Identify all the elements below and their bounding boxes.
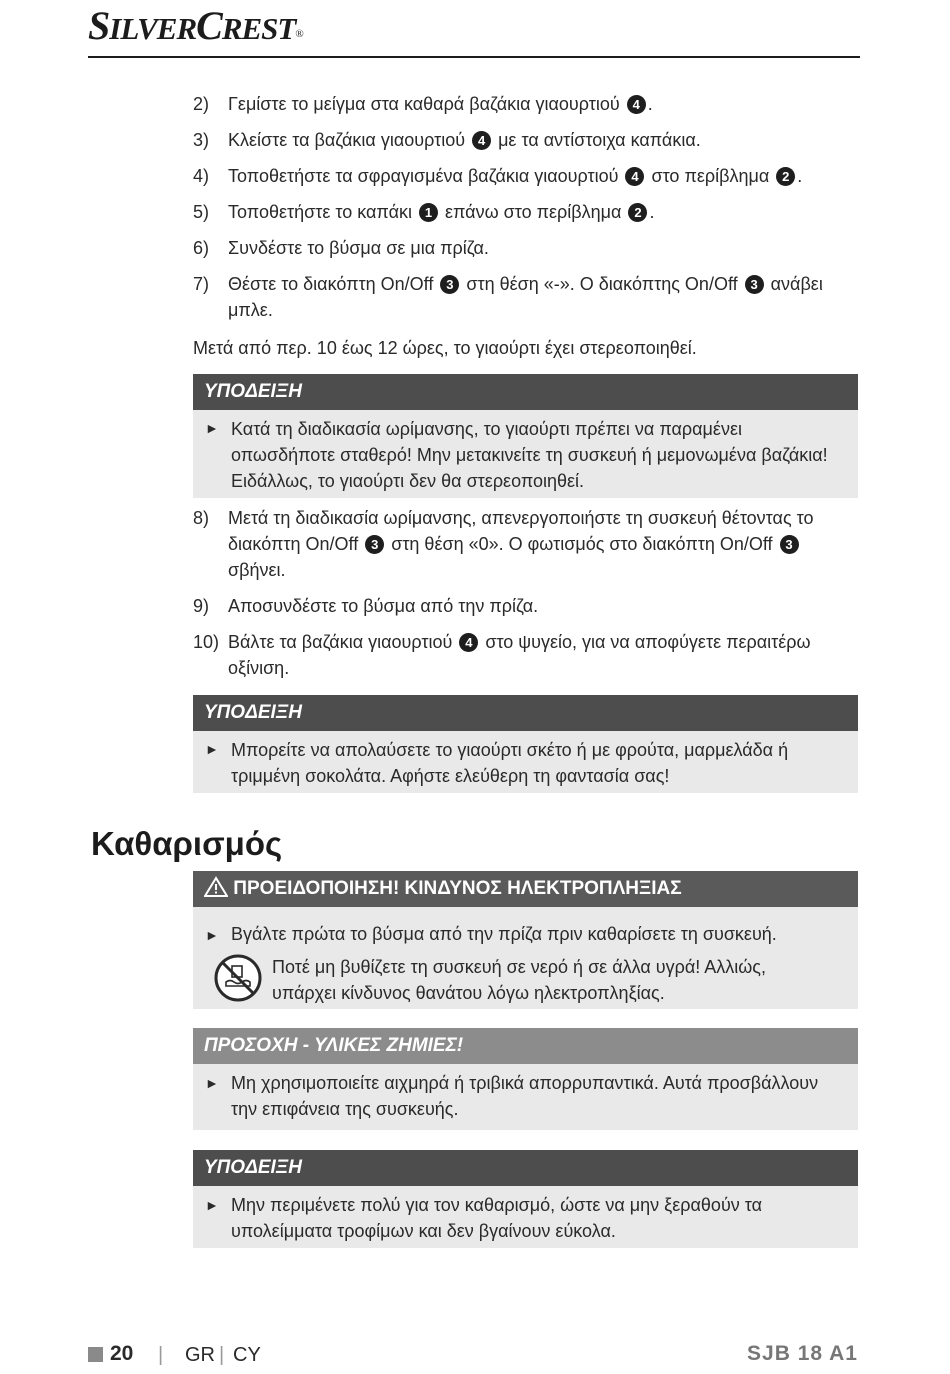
step-number: 5) — [193, 202, 210, 222]
step-text: Θέστε το διακόπτη On/Off 3 στη θέση «-». Ο διακόπτης On/Off 3 ανάβει μπλε. — [228, 274, 823, 320]
step-text: Μετά τη διαδικασία ωρίμανσης, απενεργοποιήστε τη συσκευή θέτοντας το διακόπτη On/Off 3 στη θέση «0». Ο φωτισμός στο διακόπτη On/Off 3 σβήνει. — [228, 508, 814, 580]
note-box — [193, 1150, 858, 1248]
bullet-arrow-icon: ► — [205, 1075, 219, 1091]
note-box — [193, 374, 858, 498]
step-text: Βάλτε τα βαζάκια γιαουρτιού 4 στο ψυγείο, για να αποφύγετε περαιτέρω οξίνιση. — [228, 632, 811, 678]
warning-box — [193, 871, 858, 1009]
part-number-badge: 4 — [625, 167, 644, 186]
part-number-badge: 4 — [459, 633, 478, 652]
section-title: Καθαρισμός — [91, 825, 283, 862]
step-number: 9) — [193, 596, 210, 616]
footer-marker — [88, 1347, 103, 1362]
part-number-badge: 1 — [419, 203, 438, 222]
part-number-badge: 2 — [628, 203, 647, 222]
footer-language: CY — [233, 1344, 261, 1366]
page-number: 20 — [110, 1342, 134, 1365]
part-number-badge: 3 — [745, 275, 764, 294]
note-title: ΥΠΟΔΕΙΞΗ — [193, 1150, 858, 1186]
model-number: SJB 18 A1 — [747, 1342, 858, 1365]
step-number: 8) — [193, 508, 210, 528]
step-text: Συνδέστε το βύσμα σε μια πρίζα. — [228, 238, 489, 258]
brand-logo: SILVERCREST® — [88, 3, 303, 48]
caution-text: Μη χρησιμοποιείτε αιχμηρά ή τριβικά απορρυπαντικά. Αυτά προσβάλλουν την επιφάνεια της συσκευής. — [231, 1073, 819, 1119]
warning-text: Βγάλτε πρώτα το βύσμα από την πρίζα πριν καθαρίσετε τη συσκευή. — [231, 924, 777, 944]
bullet-arrow-icon: ► — [205, 1197, 219, 1213]
part-number-badge: 3 — [365, 535, 384, 554]
warning-title: ΠΡΟΕΙΔΟΠΟΙΗΣΗ! ΚΙΝΔΥΝΟΣ ΗΛΕΚΤΡΟΠΛΗΞΙΑΣ — [193, 871, 858, 907]
warning-text: Ποτέ μη βυθίζετε τη συσκευή σε νερό ή σε άλλα υγρά! Αλλιώς, υπάρχει κίνδυνος θανάτου λόγω ηλεκτροπληξίας. — [272, 957, 766, 1003]
note-text: Μπορείτε να απολαύσετε το γιαούρτι σκέτο ή με φρούτα, μαρμελάδα ή τριμμένη σοκολάτα. Αφήστε ελεύθερη τη φαντασία σας! — [231, 740, 789, 786]
step-number: 6) — [193, 238, 210, 258]
step-number: 7) — [193, 274, 210, 294]
bullet-arrow-icon: ► — [205, 741, 219, 757]
bullet-arrow-icon: ► — [205, 927, 219, 943]
footer-separator: | — [219, 1344, 225, 1366]
header-rule — [88, 56, 860, 58]
step-number: 10) — [193, 632, 220, 652]
footer-separator: | — [158, 1344, 164, 1366]
note-box — [193, 695, 858, 793]
part-number-badge: 4 — [472, 131, 491, 150]
caution-box — [193, 1028, 858, 1130]
part-number-badge: 3 — [780, 535, 799, 554]
step-number: 3) — [193, 130, 210, 150]
caution-title: ΠΡΟΣΟΧΗ - ΥΛΙΚΕΣ ΖΗΜΙΕΣ! — [193, 1028, 858, 1064]
note-title: ΥΠΟΔΕΙΞΗ — [193, 695, 858, 731]
part-number-badge: 3 — [440, 275, 459, 294]
bullet-arrow-icon: ► — [205, 420, 219, 436]
no-immersion-icon — [213, 953, 263, 1003]
step-text: Κλείστε τα βαζάκια γιαουρτιού 4 με τα αντίστοιχα καπάκια. — [228, 130, 701, 150]
footer-language: GR — [185, 1344, 215, 1366]
warning-triangle-icon — [204, 876, 228, 898]
step-text: Τοποθετήστε τα σφραγισμένα βαζάκια γιαουρτιού 4 στο περίβλημα 2 . — [228, 166, 803, 186]
step-number: 4) — [193, 166, 210, 186]
part-number-badge: 2 — [776, 167, 795, 186]
note-title: ΥΠΟΔΕΙΞΗ — [193, 374, 858, 410]
step-number: 2) — [193, 94, 210, 114]
note-text: Κατά τη διαδικασία ωρίμανσης, το γιαούρτι πρέπει να παραμένει οπωσδήποτε σταθερό! Μην μετακινείτε τη συσκευή ή μεμονωμένα βαζάκια! Ειδάλλως, το γιαούρτι δεν θα στερεοποιηθεί. — [231, 419, 828, 491]
step-text: Τοποθετήστε το καπάκι 1 επάνω στο περίβλημα 2 . — [228, 202, 655, 222]
step-text: Γεμίστε το μείγμα στα καθαρά βαζάκια γιαουρτιού 4 . — [228, 94, 653, 114]
note-text: Μην περιμένετε πολύ για τον καθαρισμό, ώστε να μην ξεραθούν τα υπολείμματα τροφίμων και δεν βγαίνουν εύκολα. — [231, 1195, 763, 1241]
step-text: Αποσυνδέστε το βύσμα από την πρίζα. — [228, 596, 539, 616]
result-text: Μετά από περ. 10 έως 12 ώρες, το γιαούρτι έχει στερεοποιηθεί. — [193, 338, 697, 358]
part-number-badge: 4 — [627, 95, 646, 114]
